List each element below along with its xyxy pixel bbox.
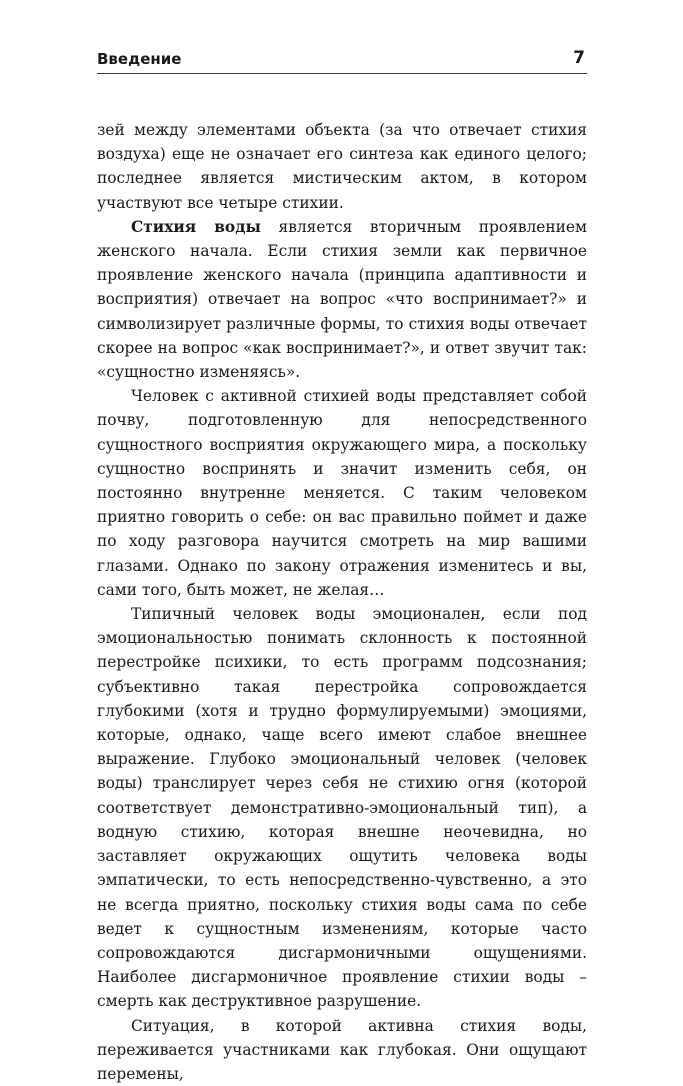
running-head bbox=[97, 50, 587, 72]
header-rule bbox=[97, 73, 587, 74]
paragraph-5: Ситуация, в которой активна стихия воды, переживается участниками как глубокая. Они ощущают перемены, bbox=[97, 1016, 587, 1083]
running-title: Введение bbox=[97, 50, 182, 68]
term-water-element: Стихия воды bbox=[131, 217, 261, 236]
body-text bbox=[97, 118, 587, 1086]
page-number: 7 bbox=[573, 48, 585, 68]
paragraph-2-text: является вторичным проявлением женского начала. Если стихия земли как первичное проявление женского начала (принципа адаптивности и восприятия) отвечает на вопрос «что воспринимает?» и символизирует различные формы, то стихия воды отвечает скорее на вопрос «как воспринимает?», и ответ звучит так: «сущностно изменяясь». bbox=[97, 217, 587, 382]
paragraph-4: Типичный человек воды эмоционален, если под эмоциональностью понимать склонность к постоянной перестройке психики, то есть программ подсознания; субъективно такая перестройка сопровождается глубокими (хотя и трудно формулируемыми) эмоциями, которые, однако, чаще всего имеют слабое внешнее выражение. Глубоко эмоциональный человек (человек воды) транслирует через себя не стихию огня (которой соответствует демонстративно-эмоциональный тип), а водную стихию, которая внешне неочевидна, но заставляет окружающих ощутить человека воды эмпатически, то есть непосредственно-чувственно, а это не всегда приятно, поскольку стихия воды сама по себе ведет к сущностным изменениям, которые часто сопровождаются дисгармоничными ощущениями. Наиболее дисгармоничное проявление стихии воды – смерть как деструктивное разрушение. bbox=[97, 605, 587, 1011]
paragraph-1: зей между элементами объекта (за что отвечает стихия воздуха) еще не означает его синтеза как единого целого; последнее является мистическим актом, в котором участвуют все четыре стихии. bbox=[97, 121, 587, 212]
paragraph-3: Человек с активной стихией воды представляет собой почву, подготовленную для непосредственного сущностного восприятия окружающего мира, а поскольку сущностно воспринять и значит изменить себя, он постоянно внутренне меняется. С таким человеком приятно говорить о себе: он вас правильно поймет и даже по ходу разговора научится смотреть на мир вашими глазами. Однако по закону отражения изменитесь и вы, сами того, быть может, не желая… bbox=[97, 387, 587, 599]
paragraph-2 bbox=[97, 215, 587, 384]
